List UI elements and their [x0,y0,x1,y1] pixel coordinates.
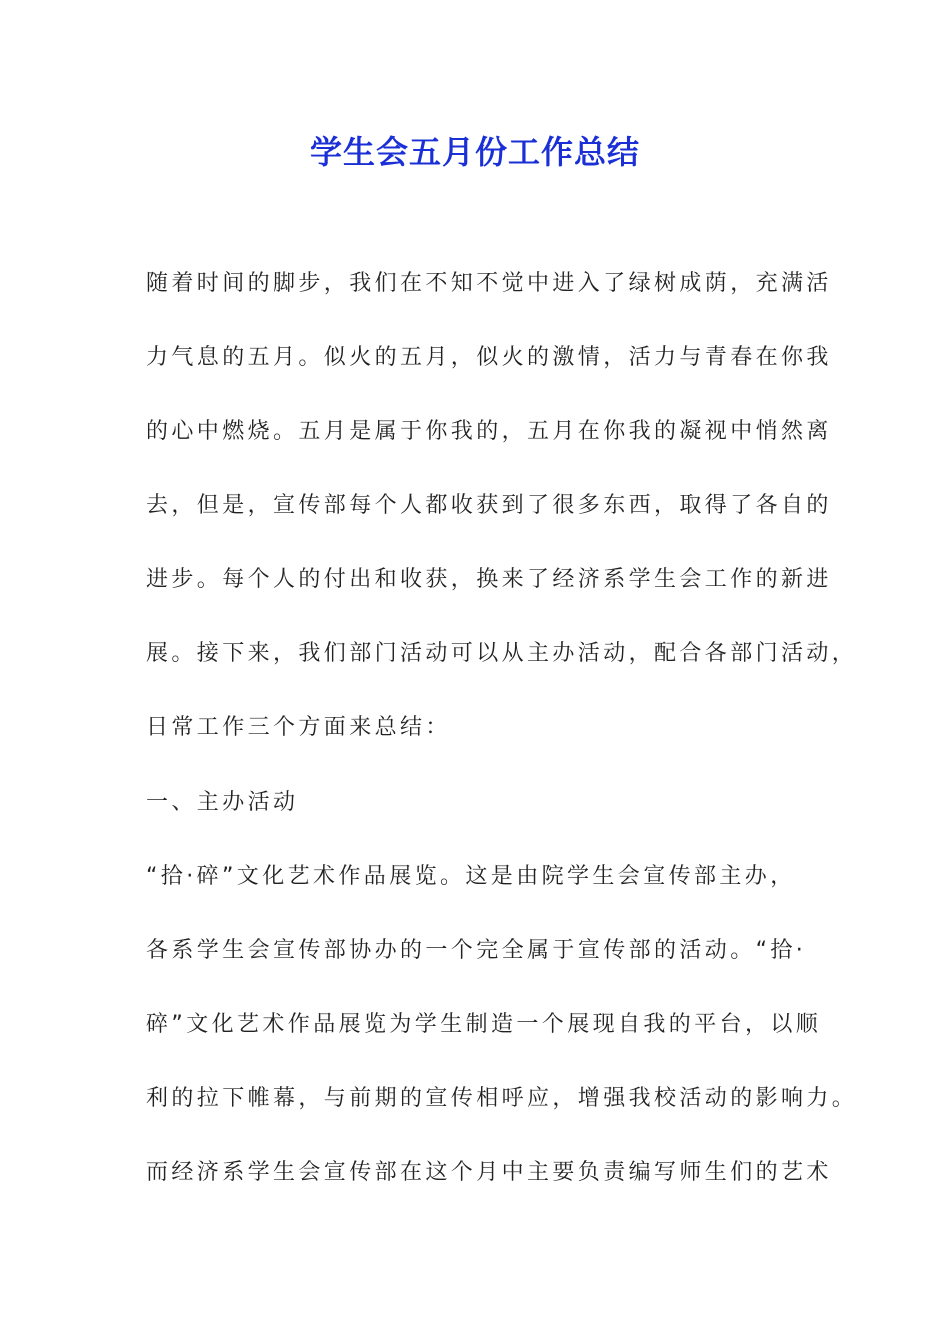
body-line-6: 展。接下来，我们部门活动可以从主办活动，配合各部门活动， [146,641,858,666]
document-title: 学生会五月份工作总结 [309,133,640,171]
body-line-11: 碎”文化艺术作品展览为学生制造一个展现自我的平台，以顺 [146,1012,822,1037]
body-line-4: 去，但是，宣传部每个人都收获到了很多东西，取得了各自的 [146,493,832,518]
body-line-3: 的心中燃烧。五月是属于你我的，五月在你我的凝视中悄然离 [146,419,832,444]
section-heading: 一、主办活动 [146,790,299,815]
body-line-13: 而经济系学生会宣传部在这个月中主要负责编写师生们的艺术 [146,1160,832,1185]
body-line-9: “拾·碎”文化艺术作品展览。这是由院学生会宣传部主办， [146,864,796,889]
body-line-7: 日常工作三个方面来总结： [146,715,451,740]
body-line-5: 进步。每个人的付出和收获，换来了经济系学生会工作的新进 [146,567,832,592]
body-line-2: 力气息的五月。似火的五月，似火的激情，活力与青春在你我 [146,345,832,370]
body-line-10: 各系学生会宣传部协办的一个完全属于宣传部的活动。“拾· [146,938,807,963]
body-line-1: 随着时间的脚步，我们在不知不觉中进入了绿树成荫，充满活 [146,271,832,296]
body-line-12: 利的拉下帷幕，与前期的宣传相呼应，增强我校活动的影响力。 [146,1086,858,1111]
